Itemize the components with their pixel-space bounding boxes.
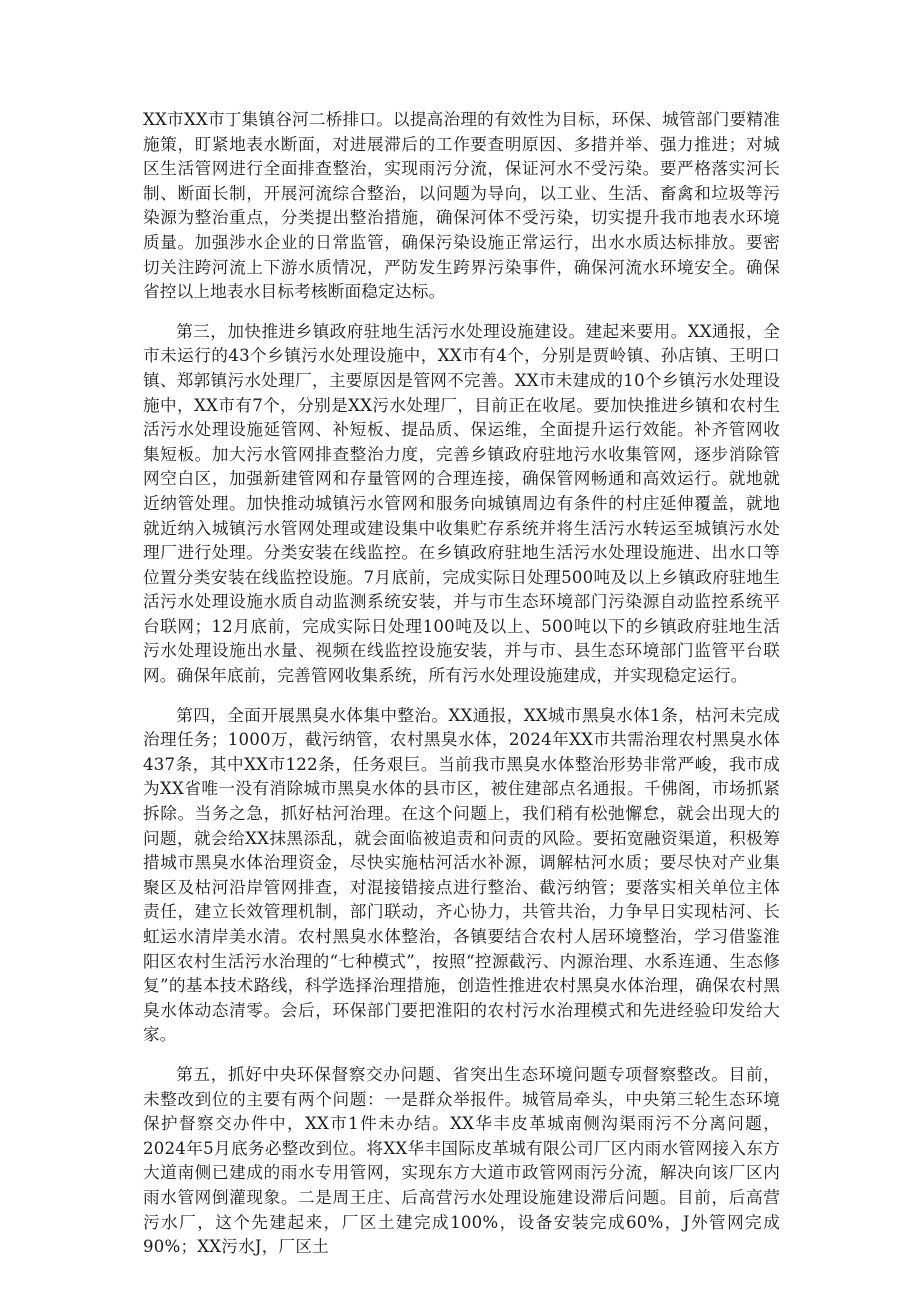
paragraph-3: 第四，全面开展黑臭水体集中整治。XX通报，XX城市黑臭水体1条，枯河未完成治理任务；1000万，截污纳管，农村黑臭水体，2024年XX市共需治理农村黑臭水体437条，其中XX市122条，任务艰巨。当前我市黑臭水体整治形势非常严峻，我市成为XX省唯一没有消除城市黑臭水体的县市区，被住建部点名通报。千佛阁，市场抓紧拆除。当务之急，抓好枯河治理。在这个问题上，我们稍有松弛懈怠，就会出现大的问题，就会给XX抹黑添乱，就会面临被追责和问责的风险。要拓宽融资渠道，积极筹措城市黑臭水体治理资金，尽快实施枯河活水补源，调解枯河水质；要尽快对产业集聚区及枯河沿岸管网排查，对混接错接点进行整治、截污纳管；要落实相关单位主体责任，建立长效管理机制，部门联动，齐心协力，共管共治，力争早日实现枯河、长虹运水清岸美水清。农村黑臭水体整治，各镇要结合农村人居环境整治，学习借鉴淮阳区农村生活污水治理的“七种模式”，按照“控源截污、内源治理、水系连通、生态修复”的基本技术路线，科学选择治理措施，创造性推进农村黑臭水体治理，确保农村黑臭水体动态清零。会后，环保部门要把淮阳的农村污水治理模式和先进经验印发给大家。 — [143, 705, 780, 1045]
paragraph-4: 第五，抓好中央环保督察交办问题、省突出生态环境问题专项督察整改。目前，未整改到位的主要有两个问题：一是群众举报件。城管局牵头，中央第三轮生态环境保护督察交办件中，XX市1件未办结。XX华丰皮革城南侧沟渠雨污不分离问题，2024年5月底务必整改到位。将XX华丰国际皮革城有限公司厂区内雨水管网接入东方大道南侧已建成的雨水专用管网，实现东方大道市政管网雨污分流，解决向该厂区内雨水管网倒灌现象。二是周王庄、后高营污水处理设施建设滞后问题。目前，后高营污水厂，这个先建起来，厂区土建完成100%，设备安装完成60%，J外管网完成90%；XX污水J，厂区土 — [143, 1064, 780, 1257]
document-body — [143, 108, 780, 1260]
paragraph-2: 第三，加快推进乡镇政府驻地生活污水处理设施建设。建起来要用。XX通报，全市未运行的43个乡镇污水处理设施中，XX市有4个，分别是贾岭镇、孙店镇、王明口镇、郑郭镇污水处理厂，主要原因是管网不完善。XX市未建成的10个乡镇污水处理设施中，XX市有7个，分别是XX污水处理厂，目前正在收尾。要加快推进乡镇和农村生活污水处理设施延管网、补短板、提品质、保运维，全面提升运行效能。补齐管网收集短板。加大污水管网排查整治力度，完善乡镇政府驻地污水收集管网，逐步消除管网空白区，加强新建管网和存量管网的合理连接，确保管网畅通和高效运行。就地就近纳管处理。加快推动城镇污水管网和服务向城镇周边有条件的村庄延伸覆盖，就地就近纳入城镇污水管网处理或建设集中收集贮存系统并将生活污水转运至城镇污水处理厂进行处理。分类安装在线监控。在乡镇政府驻地生活污水处理设施进、出水口等位置分类安装在线监控设施。7月底前，完成实际日处理500吨及以上乡镇政府驻地生活污水处理设施水质自动监测系统安装，并与市生态环境部门污染源自动监控系统平台联网；12月底前，完成实际日处理100吨及以上、500吨以下的乡镇政府驻地生活污水处理设施出水量、视频在线监控设施安装，并与市、县生态环境部门监管平台联网。确保年底前，完善管网收集系统，所有污水处理设施建成，并实现稳定运行。 — [143, 321, 780, 686]
paragraph-1: XX市XX市丁集镇谷河二桥排口。以提高治理的有效性为目标，环保、城管部门要精准施策，盯紧地表水断面，对进展滞后的工作要查明原因、多措并举、强力推进；对城区生活管网进行全面排查整治，实现雨污分流，保证河水不受污染。要严格落实河长制、断面长制，开展河流综合整治，以问题为导向，以工业、生活、畜禽和垃圾等污染源为整治重点，分类提出整治措施，确保河体不受污染，切实提升我市地表水环境质量。加强涉水企业的日常监管，确保污染设施正常运行，出水水质达标排放。要密切关注跨河流上下游水质情况，严防发生跨界污染事件，确保河流水环境安全。确保省控以上地表水目标考核断面稳定达标。 — [143, 110, 780, 302]
